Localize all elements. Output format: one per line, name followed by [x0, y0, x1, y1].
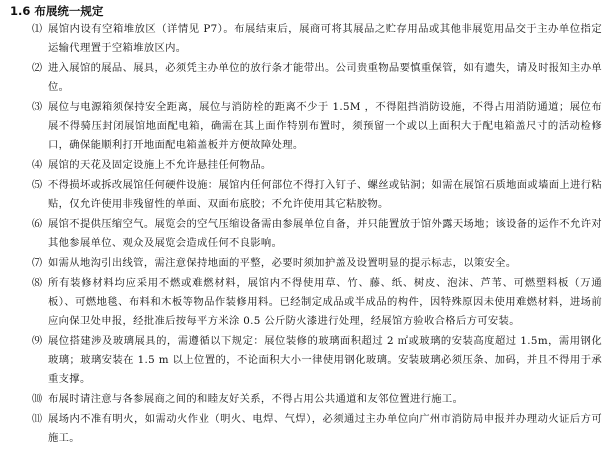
section-heading: 1.6 布展统一规定 — [10, 4, 104, 18]
rule-text: 展位搭建涉及玻璃展具的，需遵循以下规定：展位装修的玻璃面积超过 2 ㎡或玻璃的安装高度超过 1.5m，需用钢化玻璃；玻璃安装在 1.5 m 以上位置的，不论面积大小一律使用钢化玻璃。安装玻璃必须压条、加码，并且不得用于承重支撑。 — [48, 335, 602, 385]
rule-item-11 — [8, 410, 602, 448]
rule-text: 展位与电源箱须保持安全距离，展位与消防栓的距离不少于 1.5M ，不得阻挡消防设施，不得占用消防通道；展位布展不得骑压封闭展馆地面配电箱，确需在其上面作特别布置时，须预留一个或以上面积大于配电箱盖尺寸的活动检修口，确保能顺利打开地面配电箱盖板并方便故障处理。 — [48, 101, 602, 151]
rule-text: 展馆不提供压缩空气。展览会的空气压缩设备需由参展单位自备，并只能置放于馆外露天场地；该设备的运作不允许对其他参展单位、观众及展览会造成任何不良影响。 — [48, 218, 602, 249]
rule-text: 不得损坏或拆改展馆任何硬件设施：展馆内任何部位不得打入钉子、螺丝或钻洞；如需在展馆石质地面或墙面上进行粘贴，仅允许使用非残留性的单面、双面布底胶；不允许使用其它粘胶物。 — [48, 179, 602, 210]
rule-number: ⑾ — [32, 414, 42, 425]
rules-list — [8, 20, 602, 448]
rule-number: ⑶ — [32, 102, 42, 113]
rule-text: 所有装修材料均应采用不燃或难燃材料，展馆内不得使用草、竹、藤、纸、树皮、泡沫、芦苇、可燃塑料板（万通板）、可燃地毯、布料和木板等物品作装修用料。已经制定成品或半成品的构件，因特殊原因未使用难燃材料，进场前应向保卫处申报，经批准后按每平方米涂 0.5 公斤防火漆进行处理，经展馆方验收合格后方可安装。 — [48, 277, 602, 327]
rule-number: ⑴ — [32, 24, 42, 35]
rule-item-6 — [8, 215, 602, 253]
rule-number: ⑹ — [32, 219, 42, 230]
rule-text: 展馆的天花及固定设施上不允许悬挂任何物品。 — [48, 159, 272, 171]
rule-item-1 — [8, 20, 602, 58]
rule-number: ⑽ — [32, 394, 42, 405]
rule-text: 布展时请注意与各参展商之间的和睦友好关系，不得占用公共通道和友邻位置进行施工。 — [48, 393, 464, 405]
rule-number: ⑵ — [32, 63, 42, 74]
rule-item-2 — [8, 59, 602, 97]
rule-number: ⑸ — [32, 180, 42, 191]
rule-text: 如需从地沟引出线管，需注意保持地面的平整，必要时须加护盖及设置明显的提示标志，以策安全。 — [48, 257, 517, 269]
rule-text: 进入展馆的展品、展具，必须凭主办单位的放行条才能带出。公司贵重物品要慎重保管，如有遗失，请及时报知主办单位。 — [48, 62, 602, 93]
rule-number: ⑺ — [32, 258, 42, 269]
rule-item-5 — [8, 176, 602, 214]
rule-item-4 — [8, 156, 602, 175]
rule-item-3 — [8, 98, 602, 155]
rule-item-7 — [8, 254, 602, 273]
rule-item-8 — [8, 274, 602, 331]
rule-number: ⑷ — [32, 160, 42, 171]
rule-item-9 — [8, 332, 602, 389]
rule-number: ⑼ — [32, 336, 42, 347]
rule-number: ⑻ — [32, 278, 42, 289]
rule-text: 展场内不准有明火，如需动火作业（明火、电焊、气焊），必须通过主办单位向广州市消防局申报并办理动火证后方可施工。 — [48, 413, 602, 444]
rule-item-10 — [8, 390, 602, 409]
rule-text: 展馆内设有空箱堆放区（详情见 P7）。布展结束后，展商可将其展品之贮存用品或其他非展览用品交于主办单位指定运输代理置于空箱堆放区内。 — [48, 23, 602, 54]
